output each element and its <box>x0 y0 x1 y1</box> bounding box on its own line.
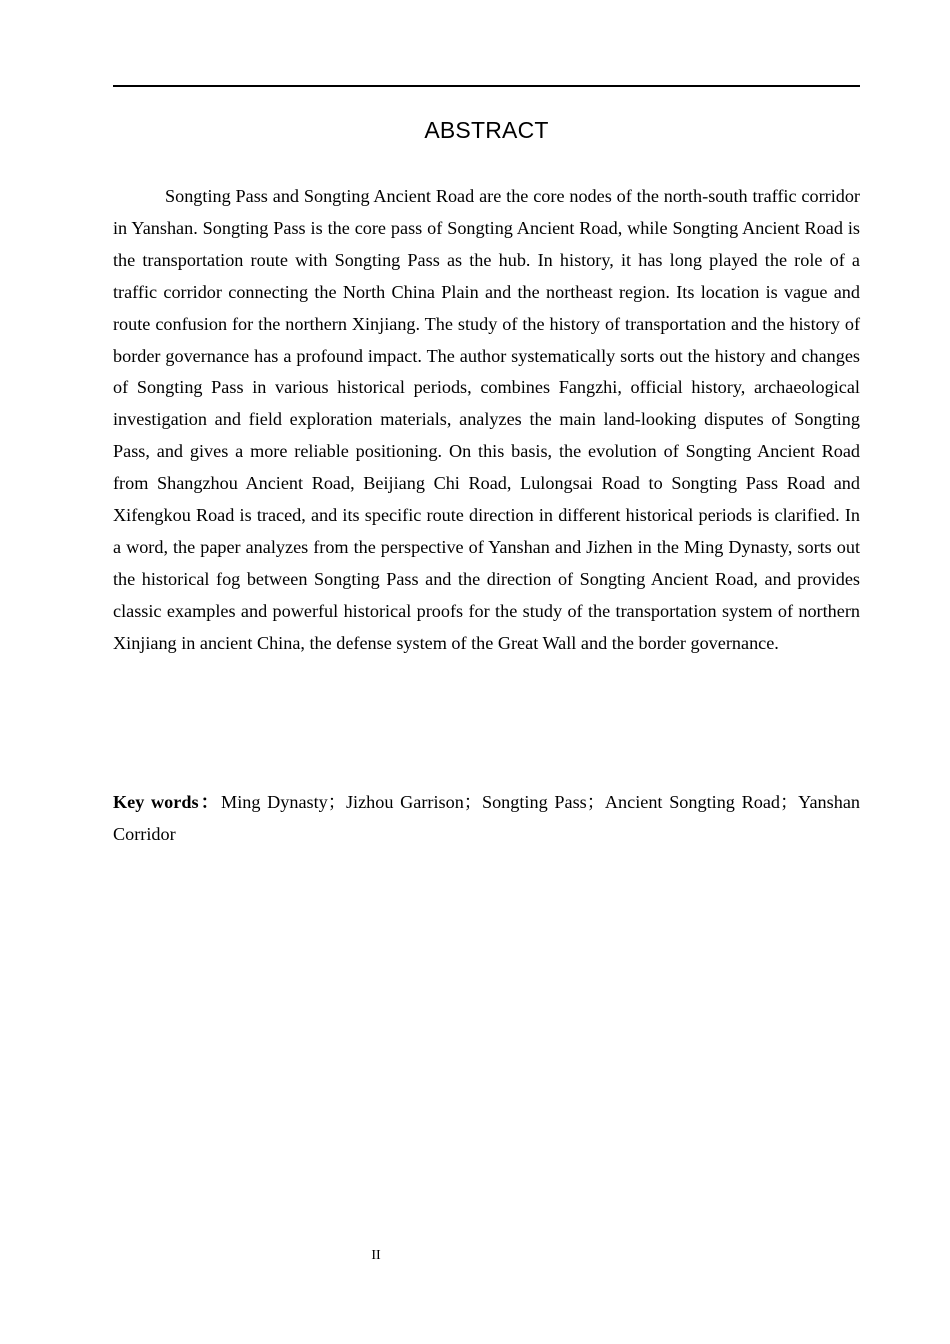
keywords-list: Ming Dynasty；Jizhou Garrison；Songting Pass；Ancient Songting Road；Yanshan Corridor <box>113 792 860 844</box>
abstract-body: Songting Pass and Songting Ancient Road are the core nodes of the north-south traffic corridor in Yanshan. Songting Pass is the core pass of Songting Ancient Road, while Songting Ancient Road is the transportation route with Songting Pass as the hub. In history, it has long played the role of a traffic corridor connecting the North China Plain and the northeast region. Its location is vague and route confusion for the northern Xinjiang. The study of the history of transportation and the history of border governance has a profound impact. The author systematically sorts out the history and changes of Songting Pass in various historical periods, combines Fangzhi, official history, archaeological investigation and field exploration materials, analyzes the main land-looking disputes of Songting Pass, and gives a more reliable positioning. On this basis, the evolution of Songting Ancient Road from Shangzhou Ancient Road, Beijiang Chi Road, Lulongsai Road to Songting Pass Road and Xifengkou Road is traced, and its specific route direction in different historical periods is clarified. In a word, the paper analyzes from the perspective of Yanshan and Jizhen in the Ming Dynasty, sorts out the historical fog between Songting Pass and the direction of Songting Ancient Road, and provides classic examples and powerful historical proofs for the study of the transportation system of northern Xinjiang in ancient China, the defense system of the Great Wall and the border governance. <box>113 186 860 653</box>
keywords-label: Key words： <box>113 792 222 812</box>
page-number: II <box>371 1248 381 1263</box>
keywords-line <box>113 787 860 851</box>
header-rule <box>113 85 860 87</box>
abstract-title: ABSTRACT <box>424 117 549 143</box>
